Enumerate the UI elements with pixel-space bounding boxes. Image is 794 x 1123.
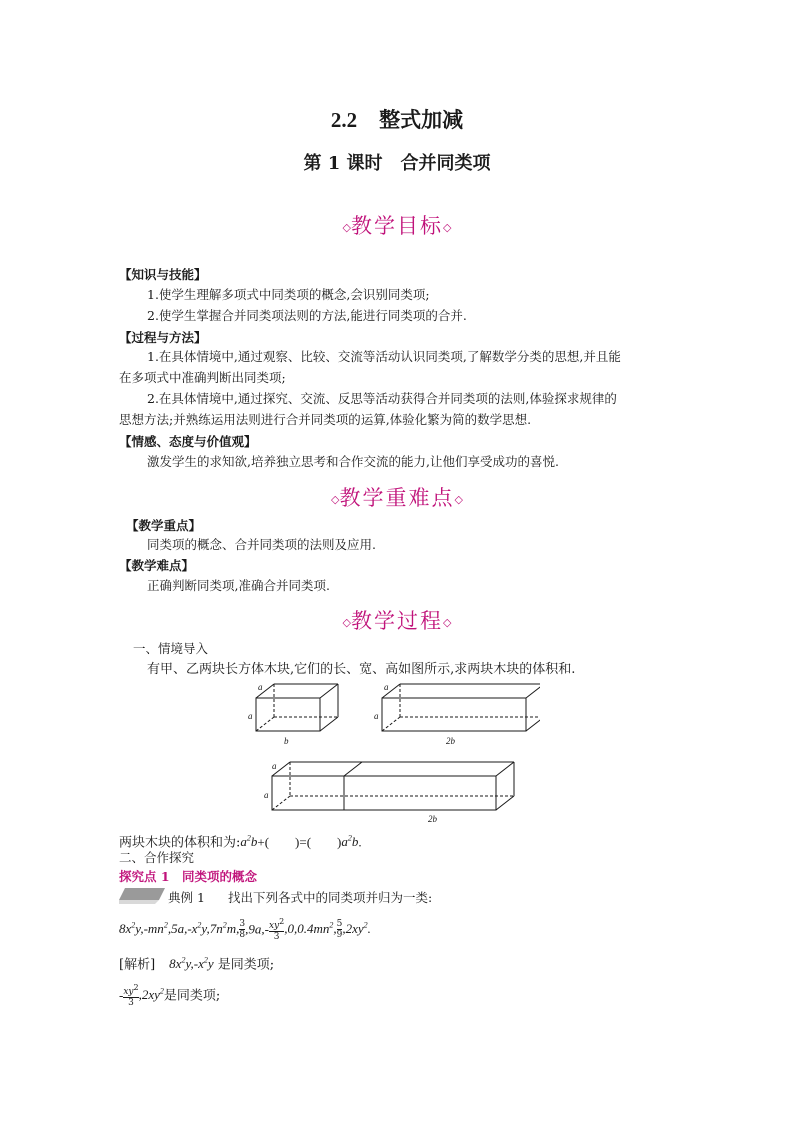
process-section-heading-text: 教学过程 — [351, 609, 443, 633]
analysis-label: [解析] — [119, 957, 156, 973]
analysis-same-kind-1: 是同类项; — [217, 957, 275, 973]
explore-point-1: 探究点 1 同类项的概念 — [119, 869, 258, 884]
combined-block-left — [272, 776, 344, 810]
emotion-item-1: 激发学生的求知欲,培养独立思考和合作交流的能力,让他们享受成功的喜悦. — [147, 454, 559, 469]
block-1-front — [256, 698, 320, 731]
part-1-heading: 一、情境导入 — [133, 641, 209, 656]
volume-sum-line: 两块木块的体积和为$:a^2b+$( )=( )$a^2b$. — [119, 834, 362, 851]
emotion-heading: 【情感、态度与价值观】 — [119, 434, 257, 449]
key-points-heading-text: 教学重难点 — [339, 486, 455, 510]
block-1-label-top: a — [258, 682, 263, 692]
block-1-label-height: a — [248, 711, 253, 721]
diamond-icon: ◇ — [443, 221, 452, 234]
process-item-2b: 思想方法;并熟练运用法则进行合并同类项的运算,体验化繁为简的数学思想. — [119, 412, 532, 427]
lesson-title — [0, 149, 794, 175]
example-1-label: 典例 1 — [168, 890, 205, 905]
objectives-heading — [0, 210, 794, 240]
block-2-label-top: a — [384, 682, 389, 692]
process-section-heading — [0, 605, 794, 635]
analysis-same-kind-2: 是同类项; — [163, 988, 221, 1004]
process-item-2a: 2.在具体情境中,通过探究、交流、反思等活动获得合并同类项的法则,体验探求规律的 — [147, 391, 617, 406]
combined-block-right — [344, 776, 496, 810]
fraction-xy2-3: $\frac{xy^2}{3}$ — [268, 917, 285, 943]
focus-text: 同类项的概念、合并同类项的法则及应用. — [147, 537, 376, 552]
section-title — [0, 104, 794, 134]
lesson-title-text: 合并同类项 — [400, 153, 491, 174]
analysis-line-1: [解析] $8x^2y,-x^2y$ 是同类项; — [119, 956, 275, 973]
objectives-heading-text: 教学目标 — [351, 214, 443, 238]
knowledge-heading: 【知识与技能】 — [119, 267, 207, 282]
block-1-label-length: b — [284, 736, 289, 746]
volume-sum-expression: $a^2b$ — [240, 834, 258, 850]
example-icon — [119, 886, 167, 906]
block-2-label-height: a — [374, 711, 379, 721]
volume-sum-prefix: 两块木块的体积和为: — [119, 835, 241, 851]
blocks-figure — [240, 676, 540, 826]
diamond-icon: ◇ — [342, 221, 351, 234]
fraction-5-9: $\frac{5}{9}$ — [336, 919, 343, 941]
fraction-3-8: $\frac{3}{8}$ — [239, 919, 246, 941]
analysis-line-2: - $\frac{xy^2}{3}$ $,2xy^2$是同类项; — [119, 983, 221, 1009]
section-number: 2.2 — [330, 108, 358, 132]
example-1-terms: $8x^2y,-mn^2,5a,-x^2y,7n^2m$, $\frac{3}{8}$ ,9a,- $\frac{xy^2}{3}$ $,0,0.4mn^2$, $\frac{5}{9}$ $,2xy^2$. — [119, 917, 371, 943]
section-title-text: 整式加减 — [379, 107, 464, 132]
knowledge-item-1: 1.使学生理解多项式中同类项的概念,会识别同类项; — [147, 287, 430, 302]
combined-label-height: a — [264, 790, 269, 800]
difficulty-heading: 【教学难点】 — [119, 558, 195, 573]
example-1-text: 找出下列各式中的同类项并归为一类: — [228, 890, 433, 905]
part-2-heading: 二、合作探究 — [119, 850, 195, 865]
focus-heading: 【教学重点】 — [126, 518, 202, 533]
process-heading: 【过程与方法】 — [119, 330, 207, 345]
diamond-icon: ◇ — [342, 616, 351, 629]
block-2-front — [382, 698, 526, 731]
block-2-label-length: 2b — [446, 736, 455, 746]
intro-text: 有甲、乙两块长方体木块,它们的长、宽、高如图所示,求两块木块的体积和. — [147, 662, 576, 677]
combined-label-top: a — [272, 761, 277, 771]
diamond-icon: ◇ — [443, 616, 452, 629]
diamond-icon: ◇ — [454, 493, 463, 506]
difficulty-text: 正确判断同类项,准确合并同类项. — [147, 578, 330, 593]
knowledge-item-2: 2.使学生掌握合并同类项法则的方法,能进行同类项的合并. — [147, 308, 467, 323]
combined-label-length: 2b — [428, 814, 437, 824]
key-points-heading — [0, 482, 794, 512]
diamond-icon: ◇ — [331, 493, 340, 506]
lesson-number: 第 1 课时 — [303, 153, 383, 174]
process-item-1b: 在多项式中准确判断出同类项; — [119, 370, 286, 385]
process-item-1a: 1.在具体情境中,通过观察、比较、交流等活动认识同类项,了解数学分类的思想,并且能 — [147, 349, 621, 364]
fraction-xy2-3-b: $\frac{xy^2}{3}$ — [123, 983, 139, 1009]
